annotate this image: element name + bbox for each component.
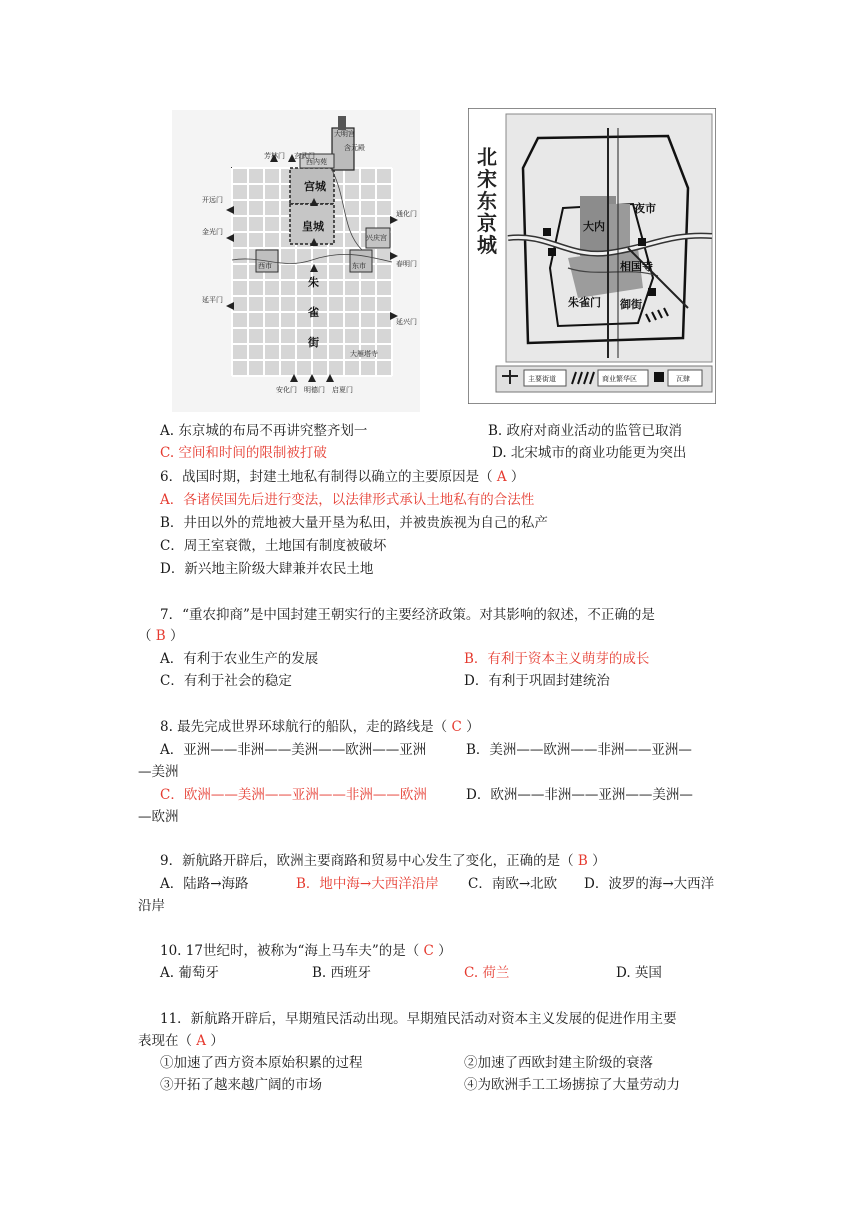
q6-option-c: C．周王室衰微，土地国有制度被破坏 (160, 538, 387, 554)
label-xingqing: 兴庆宫 (366, 234, 387, 242)
q8-stem: 8. 最先完成世界环球航行的船队，走的路线是（ C ） (160, 719, 480, 735)
street-char-3: 街 (308, 336, 319, 349)
gate-chunming: 春明门 (396, 260, 417, 268)
q11-stem-cont: 表现在（ A ） (138, 1033, 224, 1049)
q6-option-b: B．井田以外的荒地被大量开垦为私田，并被贵族视为自己的私产 (160, 515, 548, 531)
q6-stem: 6．战国时期，封建土地私有制得以确立的主要原因是（ A ） (160, 469, 525, 485)
q7-answer: B (155, 628, 166, 644)
q6-answer: A (496, 469, 507, 485)
q11-answer: A (196, 1033, 207, 1049)
gate-kaiyuan: 开远门 (202, 196, 223, 204)
street-char-1: 朱 (308, 276, 319, 289)
legend-shops: 瓦肆 (676, 375, 690, 383)
label-gongcheng: 宫城 (304, 180, 326, 193)
q9-option-c: C．南欧→北欧 (468, 876, 558, 892)
q7-answer-line: （ B ） (138, 628, 184, 644)
q8-option-d-cont: —欧洲 (138, 809, 179, 825)
q8-option-b-cont: —美洲 (138, 764, 179, 780)
q9-option-b: B．地中海→大西洋沿岸 (296, 876, 439, 892)
q10-option-b: B. 西班牙 (312, 965, 372, 981)
q8-answer: C (451, 719, 462, 735)
q11-stem: 11．新航路开辟后，早期殖民活动出现。早期殖民活动对资本主义发展的促进作用主要 (160, 1011, 677, 1027)
gate-mingde: 明德门 (304, 386, 325, 394)
label-dongshi: 东市 (352, 262, 366, 270)
q7-option-c: C．有利于社会的稳定 (160, 673, 292, 689)
label-huangcheng: 皇城 (302, 220, 324, 233)
q11-statement-1: ①加速了西方资本原始积累的过程 (160, 1055, 363, 1071)
q5-option-a: A. 东京城的布局不再讲究整齐划一 (160, 423, 368, 439)
dongjing-map-drawing (468, 108, 716, 404)
q9-option-d: D．波罗的海→大西洋 (584, 876, 715, 892)
legend-main-street: 主要街道 (528, 375, 556, 383)
street-char-2: 雀 (308, 306, 319, 319)
label-daming: 大明宫 (334, 130, 355, 138)
q11-statement-3: ③开拓了越来越广阔的市场 (160, 1077, 322, 1093)
label-zhuque: 朱雀门 (568, 296, 601, 309)
dongjing-map (468, 108, 716, 404)
q9-answer: B (577, 853, 588, 869)
gate-anhua: 安化门 (276, 386, 297, 394)
q8-option-b: B．美洲——欧洲——非洲——亚洲— (466, 742, 692, 758)
label-hanyuan: 含元殿 (344, 144, 365, 152)
legend-commercial: 商业繁华区 (602, 375, 637, 383)
dongjing-map-title: 北宋东京城 (477, 145, 497, 257)
q8-option-c: C．欧洲——美洲——亚洲——非洲——欧洲 (160, 787, 427, 803)
gate-yanping: 延平门 (202, 296, 223, 304)
gate-fanglin: 芳林门 (264, 152, 285, 160)
q9-stem: 9．新航路开辟后，欧洲主要商路和贸易中心发生了变化，正确的是（ B ） (160, 853, 606, 869)
q6-option-a: A．各诸侯国先后进行变法，以法律形式承认土地私有的合法性 (160, 492, 535, 508)
q9-option-d-cont: 沿岸 (138, 898, 165, 914)
q8-option-d: D．欧洲——非洲——亚洲——美洲— (466, 787, 693, 803)
q7-option-a: A．有利于农业生产的发展 (160, 651, 319, 667)
q9-option-a: A．陆路→海路 (160, 876, 249, 892)
q10-answer: C (423, 943, 434, 959)
q5-option-b: B. 政府对商业活动的监管已取消 (488, 423, 683, 439)
label-danei: 大内 (583, 220, 605, 233)
q5-option-c: C. 空间和时间的限制被打破 (160, 445, 327, 461)
q7-option-b: B．有利于资本主义萌芽的成长 (464, 651, 650, 667)
label-dayanta: 大雁塔寺 (350, 350, 378, 358)
gate-xuanwu: 玄武门 (294, 152, 315, 160)
q10-option-d: D. 英国 (616, 965, 662, 981)
changan-map-drawing (172, 110, 420, 412)
label-xinei: 西内苑 (306, 158, 327, 166)
q6-option-d: D．新兴地主阶级大肆兼并农民土地 (160, 561, 374, 577)
q11-statement-2: ②加速了西欧封建主阶级的衰落 (464, 1055, 653, 1071)
gate-qixia: 启夏门 (332, 386, 353, 394)
q7-stem: 7．“重农抑商”是中国封建王朝实行的主要经济政策。对其影响的叙述，不正确的是 (160, 607, 655, 623)
q8-option-a: A．亚洲——非洲——美洲——欧洲——亚洲 (160, 742, 427, 758)
q7-option-d: D．有利于巩固封建统治 (464, 673, 610, 689)
gate-tonghua: 通化门 (396, 210, 417, 218)
gate-yanxing: 延兴门 (396, 318, 417, 326)
q10-option-c: C. 荷兰 (464, 965, 510, 981)
label-xiangguo: 相国寺 (620, 260, 653, 273)
q10-option-a: A. 葡萄牙 (160, 965, 219, 981)
label-yeshi: 夜市 (634, 202, 656, 215)
label-yujie: 御街 (620, 298, 642, 311)
q10-stem: 10. 17世纪时，被称为“海上马车夫”的是（ C ） (160, 943, 452, 959)
changan-map (172, 110, 420, 412)
q11-statement-4: ④为欧洲手工工场掳掠了大量劳动力 (464, 1077, 680, 1093)
label-xishi: 西市 (258, 262, 272, 270)
gate-jinguang: 金光门 (202, 228, 223, 236)
q5-option-d: D. 北宋城市的商业功能更为突出 (492, 445, 687, 461)
